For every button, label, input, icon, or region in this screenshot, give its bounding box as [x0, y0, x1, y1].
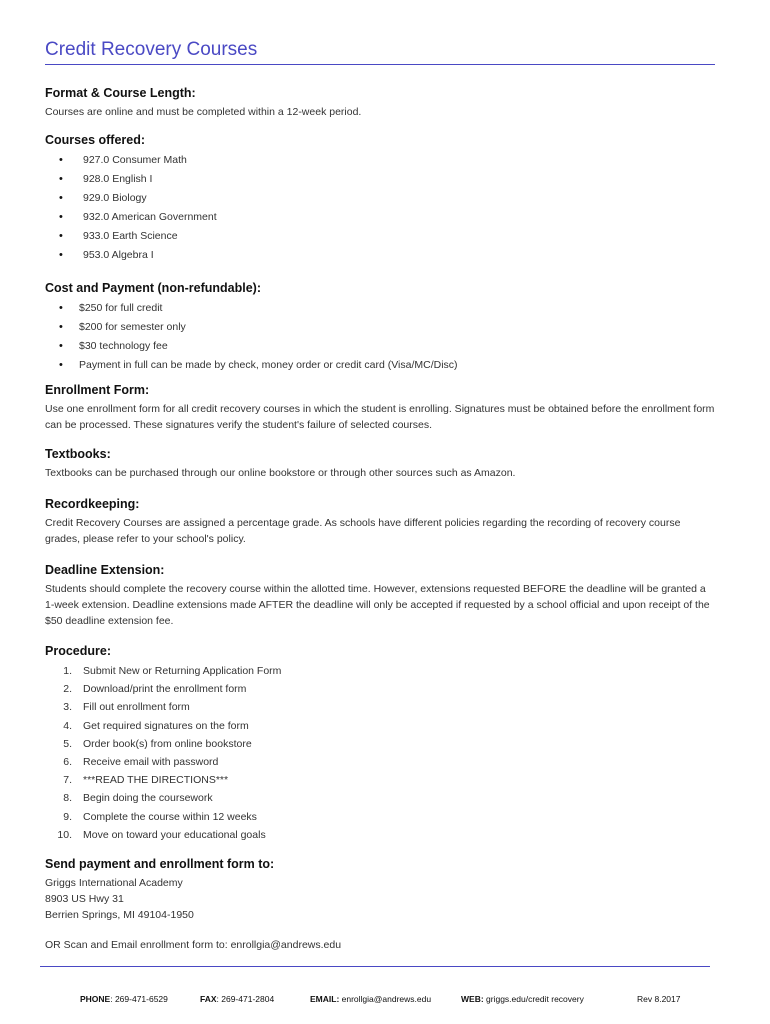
list-item: • 927.0 Consumer Math [45, 151, 715, 170]
list-item: • $250 for full credit [45, 299, 715, 318]
cost-section [45, 280, 715, 375]
format-heading: Format & Course Length: [45, 86, 196, 100]
list-item: 5. Order book(s) from online bookstore [63, 737, 252, 750]
textbooks-heading: Textbooks: [45, 447, 111, 461]
list-item: 4. Get required signatures on the form [63, 719, 249, 732]
page-title: Credit Recovery Courses [45, 38, 715, 65]
courses-offered-heading: Courses offered: [45, 133, 146, 147]
procedure-section [45, 643, 715, 844]
bullet-icon: • [59, 154, 63, 166]
list-item: • 953.0 Algebra I [45, 246, 715, 265]
recordkeeping-section [45, 496, 715, 547]
list-item: • 933.0 Earth Science [45, 227, 715, 246]
deadline-heading: Deadline Extension: [45, 563, 165, 577]
enrollment-text: Use one enrollment form for all credit recovery courses in which the student is enrolling. Signatures must be obtained before the enrollment form can be processed. These signatures verify the student's failure of selected courses. [45, 403, 715, 431]
deadline-section [45, 562, 715, 629]
address-line: Griggs International Academy [45, 877, 183, 890]
list-item: 8. Begin doing the coursework [63, 792, 213, 805]
bullet-icon: • [59, 302, 63, 314]
bullet-icon: • [59, 340, 63, 352]
list-item: • 929.0 Biology [45, 189, 715, 208]
textbooks-section [45, 446, 715, 481]
recordkeeping-text: Credit Recovery Courses are assigned a percentage grade. As schools have different policies regarding the recording of recovery course grades, please refer to your school's policy. [45, 517, 681, 545]
scan-email-text: OR Scan and Email enrollment form to: enrollgia@andrews.edu [45, 939, 342, 952]
address-line: 8903 US Hwy 31 [45, 893, 124, 906]
textbooks-text: Textbooks can be purchased through our online bookstore or through other sources such as Amazon. [45, 467, 516, 479]
procedure-list [45, 662, 715, 844]
send-section [45, 856, 715, 953]
list-item: • 932.0 American Government [45, 208, 715, 227]
enrollment-section [45, 382, 715, 433]
courses-offered-list [45, 151, 715, 265]
footer-email: EMAIL: enrollgia@andrews.edu [310, 994, 432, 1004]
bullet-icon: • [59, 173, 63, 185]
format-text: Courses are online and must be completed within a 12-week period. [45, 106, 362, 118]
bullet-icon: • [59, 192, 63, 204]
footer-fax: FAX: 269-471-2804 [200, 994, 275, 1004]
list-item: 3. Fill out enrollment form [63, 701, 190, 714]
list-item: 7. ***READ THE DIRECTIONS*** [63, 774, 229, 787]
document-page [45, 38, 715, 953]
list-item: • 928.0 English I [45, 170, 715, 189]
send-heading: Send payment and enrollment form to: [45, 857, 275, 872]
cost-list [45, 299, 715, 375]
list-item: • Payment in full can be made by check, money order or credit card (Visa/MC/Disc) [45, 356, 715, 375]
list-item: 10. Move on toward your educational goals [57, 828, 266, 841]
format-section [45, 85, 715, 120]
footer-revision: Rev 8.2017 [637, 994, 681, 1004]
deadline-text: Students should complete the recovery course within the allotted time. However, extensions requested BEFORE the deadline will be granted a 1-week extension. Deadline extensions made AFTER the deadline will only be accepted if requested by a school official and upon receipt of the $50 deadline extension fee. [45, 583, 710, 627]
footer-web: WEB: griggs.edu/credit recovery [461, 994, 584, 1004]
bullet-icon: • [59, 321, 63, 333]
procedure-heading: Procedure: [45, 644, 111, 658]
list-item: • $30 technology fee [45, 337, 715, 356]
bullet-icon: • [59, 230, 63, 242]
bullet-icon: • [59, 249, 63, 261]
list-item: 2. Download/print the enrollment form [63, 683, 247, 696]
enrollment-heading: Enrollment Form: [45, 383, 150, 397]
address-line: Berrien Springs, MI 49104-1950 [45, 909, 194, 922]
courses-offered-section [45, 132, 715, 265]
footer-phone: PHONE: 269-471-6529 [80, 994, 168, 1004]
cost-heading: Cost and Payment (non-refundable): [45, 281, 261, 295]
list-item: 1. Submit New or Returning Application Form [63, 665, 282, 677]
bullet-icon: • [59, 359, 63, 371]
footer-divider [40, 966, 710, 967]
list-item: 9. Complete the course within 12 weeks [63, 810, 257, 823]
bullet-icon: • [59, 211, 63, 223]
list-item: 6. Receive email with password [63, 756, 219, 769]
recordkeeping-heading: Recordkeeping: [45, 497, 140, 511]
list-item: • $200 for semester only [45, 318, 715, 337]
